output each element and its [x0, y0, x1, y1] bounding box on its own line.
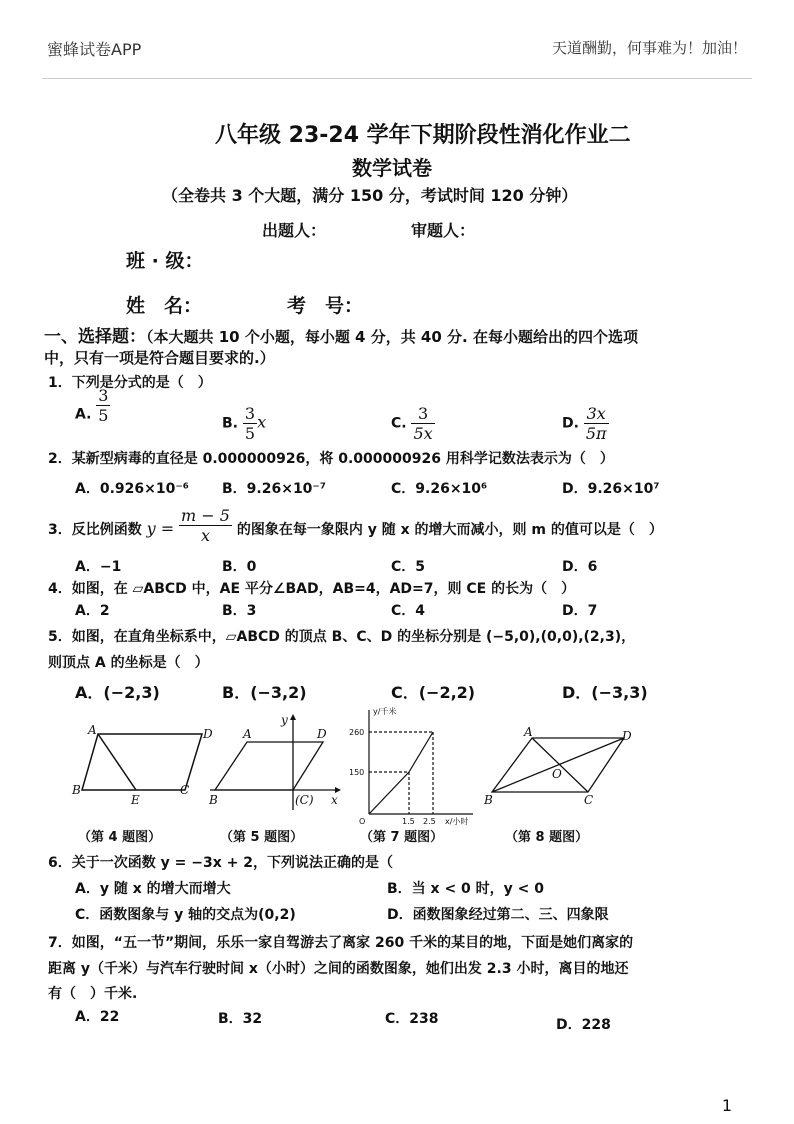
q5-option-a: A．(−2,3): [75, 683, 160, 702]
page-number: 1: [721, 1096, 732, 1115]
q2-option-a: A．0.926×10⁻⁶: [75, 481, 189, 497]
q2-option-c: C．9.26×10⁶: [391, 481, 488, 497]
q3-option-d: D．6: [562, 559, 598, 575]
fig4-label-a: A: [88, 723, 97, 737]
page-header: [0, 0, 794, 80]
fig8-label-d: D: [622, 729, 632, 743]
q5-stem-2: 则顶点 A 的坐标是（ ）: [48, 655, 209, 671]
fig5-label-d: D: [317, 727, 327, 741]
fig4-segment-ae: [98, 734, 136, 790]
fig7-tick-1-5: 1.5: [402, 817, 415, 826]
exam-title: 八年级 23-24 学年下期阶段性消化作业二: [215, 123, 631, 148]
q4-stem: 4．如图，在 ▱ABCD 中，AE 平分∠BAD，AB=4，AD=7，则 CE 的长为（ ）: [48, 581, 576, 597]
fig8-label-a: A: [524, 725, 533, 739]
q5-options: [75, 680, 775, 706]
fig7-x-label: x/小时: [445, 817, 469, 826]
fig5-label-y: y: [281, 713, 288, 727]
q6-option-b: B．当 x < 0 时，y < 0: [387, 881, 545, 897]
q3-option-c: C．5: [391, 559, 426, 575]
fig4-label-c: C: [180, 783, 190, 797]
fig7-y-label: y/千米: [373, 707, 397, 716]
fig8-diagonal-ac: [532, 738, 588, 792]
q3-stem: 3．反比例函数 y = $\frac{m - 5}{x}$ 的图象在每一象限内 y 随 x 的增大而减小，则 m 的值可以是（ ）: [48, 506, 663, 545]
q7-line-1: 7．如图，“五一节”期间，乐乐一家自驾游去了离家 260 千米的某目的地，下面是她们离家的: [48, 935, 634, 951]
section-1-intro: [44, 322, 638, 347]
fig7-tick-150: 150: [349, 768, 365, 777]
figure-q7: [345, 704, 480, 826]
name-label: 姓 名：: [126, 295, 203, 317]
fig7-tick-260: 260: [349, 728, 365, 737]
q7-line-3: 有（ ）千米.: [48, 986, 138, 1002]
q7-line-2: 距离 y（千米）与汽车行驶时间 x（小时）之间的函数图象，她们出发 2.3 小时，离目的地还: [48, 961, 629, 977]
setter-label: 出题人：: [262, 221, 327, 240]
figure-q4: [70, 722, 215, 808]
q4-option-d: D．7: [562, 603, 598, 619]
fig8-label-c: C: [584, 793, 594, 807]
fig4-label-e: E: [131, 793, 140, 807]
fig5-parallelogram: [215, 742, 323, 790]
q3-options: [75, 556, 775, 578]
q7-options: [75, 1006, 775, 1036]
section-1-heading: 一、选择题：: [44, 327, 146, 347]
fig5-label-c: (C): [295, 793, 314, 807]
section-1-desc: （本大题共 10 个小题，每小题 4 分，共 40 分. 在每小题给出的四个选项: [146, 328, 638, 346]
q1-option-d: D. $\frac{3x}{5\pi}$: [562, 404, 607, 443]
fig4-parallelogram: [82, 734, 202, 790]
fig8-label-b: B: [484, 793, 493, 807]
q6-options: [75, 878, 775, 926]
fig4-label-d: D: [203, 727, 213, 741]
figure-q5: [205, 712, 345, 812]
fig5-label-a: A: [243, 727, 252, 741]
class-label: 班 · 级：: [126, 250, 204, 272]
figure-q8: [484, 724, 644, 812]
q6-option-d: D．函数图象经过第二、三、四象限: [387, 907, 609, 923]
fig7-graph-line: [369, 732, 433, 814]
authors-line: [262, 218, 475, 241]
q1-option-c: C. $\frac{3}{5x}$: [391, 404, 433, 443]
q4-option-b: B．3: [222, 603, 257, 619]
section-1-desc-2: 中，只有一项是符合题目要求的.）: [44, 349, 275, 367]
number-label: 考 号：: [287, 295, 364, 317]
q4-options: [75, 600, 775, 622]
app-name: 蜜蜂试卷APP: [47, 40, 142, 59]
q6-option-a: A．y 随 x 的增大而增大: [75, 881, 231, 897]
slogan: 天道酬勤，何事难为！加油！: [551, 39, 747, 57]
fig7-origin: O: [359, 817, 366, 826]
exam-note: （全卷共 3 个大题，满分 150 分，考试时间 120 分钟）: [162, 186, 578, 205]
fig5-label-b: B: [209, 793, 218, 807]
q1-option-a: A. $\frac{3}{5}$: [75, 386, 109, 425]
exam-subject: 数学试卷: [352, 156, 432, 180]
q3-option-b: B．0: [222, 559, 257, 575]
q6-option-c: C．函数图象与 y 轴的交点为(0,2): [75, 907, 296, 923]
q1-stem: 1．下列是分式的是（ ）: [48, 375, 212, 391]
q4-option-c: C．4: [391, 603, 426, 619]
q7-option-a: A．22: [75, 1009, 120, 1025]
fig8-label-o: O: [552, 767, 562, 781]
q7-option-d: D．228: [556, 1017, 611, 1033]
q5-option-c: C．(−2,2): [391, 683, 476, 702]
q1-options: [75, 386, 775, 443]
q2-stem: 2．某新型病毒的直径是 0.000000926，将 0.000000926 用科学记数法表示为（ ）: [48, 451, 614, 467]
q2-options: [75, 478, 775, 500]
q1-option-b: B. $\frac{3}{5}$ x: [222, 404, 267, 443]
q2-option-d: D．9.26×10⁷: [562, 481, 660, 497]
fig4-caption: （第 4 题图）: [78, 830, 162, 845]
q6-stem: 6．关于一次函数 y = −3x + 2，下列说法正确的是（: [48, 855, 393, 871]
fig8-caption: （第 8 题图）: [505, 830, 589, 845]
q5-stem-1: 5．如图，在直角坐标系中，▱ABCD 的顶点 B、C、D 的坐标分别是 (−5,0),(0,0),(2,3)，: [48, 629, 636, 645]
fig7-caption: （第 7 题图）: [360, 830, 444, 845]
reviewer-label: 审题人：: [411, 221, 476, 240]
q3-option-a: A．−1: [75, 559, 122, 575]
q7-option-c: C．238: [385, 1011, 439, 1027]
name-line: [126, 291, 363, 318]
q5-option-b: B．(−3,2): [222, 683, 307, 702]
q2-option-b: B．9.26×10⁻⁷: [222, 481, 326, 497]
fig4-label-b: B: [72, 783, 81, 797]
header-divider: [42, 78, 752, 79]
q7-option-b: B．32: [218, 1011, 263, 1027]
q4-option-a: A．2: [75, 603, 110, 619]
fig5-caption: （第 5 题图）: [220, 830, 304, 845]
q5-option-d: D．(−3,3): [562, 683, 648, 702]
fig7-tick-2-5: 2.5: [423, 817, 436, 826]
fig5-label-x: x: [331, 793, 338, 807]
